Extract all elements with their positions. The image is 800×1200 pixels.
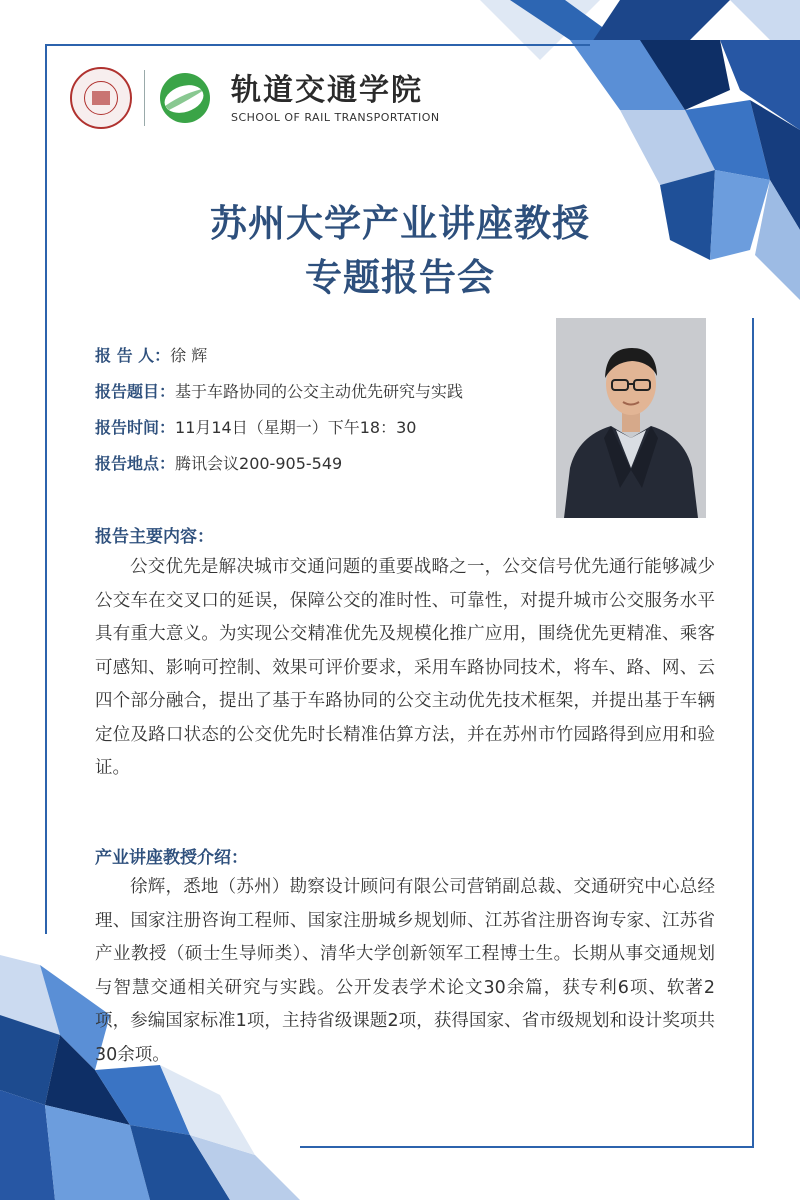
bio-heading: 产业讲座教授介绍： (95, 848, 248, 868)
frame-line-bottom (300, 1146, 754, 1148)
bio-paragraph: 徐辉，悉地（苏州）勘察设计顾问有限公司营销副总裁、交通研究中心总经理、国家注册咨询工程师、国家注册城乡规划师、江苏省注册咨询专家、江苏省产业教授（硕士生导师类）、清华大学创新领军工程博士生。长期从事交通规划与智慧交通相关研究与实践。公开发表学术论文30余篇，获专利6项、软著2项，参编国家标准1项，主持省级课题2项，获得国家、省市级规划和设计奖项共30余项。 (95, 877, 715, 1065)
title-line-2: 专题报告会 (305, 256, 495, 299)
info-speaker (95, 346, 207, 366)
time-value: 11月14日（星期一）下午18：30 (175, 418, 417, 437)
frame-line-left (45, 44, 47, 934)
school-name-cn: 轨道交通学院 (231, 72, 423, 108)
frame-line-right (752, 318, 754, 1148)
topic-value: 基于车路协同的公交主动优先研究与实践 (175, 382, 464, 401)
speaker-label: 报 告 人： (95, 346, 171, 365)
time-label: 报告时间： (95, 418, 176, 437)
info-topic (95, 382, 463, 402)
university-seal-logo (70, 67, 132, 129)
place-label: 报告地点： (95, 454, 176, 473)
speaker-portrait-image (556, 318, 706, 518)
frame-line-top-left (45, 44, 590, 46)
place-value: 腾讯会议200-905-549 (175, 454, 343, 473)
rail-transportation-logo-icon (157, 70, 213, 126)
info-place (95, 454, 342, 474)
info-time (95, 418, 416, 438)
topic-label: 报告题目： (95, 382, 176, 401)
logo-divider (144, 70, 145, 126)
speaker-value: 徐 辉 (170, 346, 208, 365)
header-logos (70, 66, 440, 130)
speaker-photo (556, 318, 706, 518)
school-name-en: SCHOOL OF RAIL TRANSPORTATION (231, 110, 440, 124)
content-paragraph: 公交优先是解决城市交通问题的重要战略之一，公交信号优先通行能够减少公交车在交叉口的延误，保障公交的准时性、可靠性，对提升城市公交服务水平具有重大意义。为实现公交精准优先及规模化推广应用，围绕优先更精准、乘客可感知、影响可控制、效果可评价要求，采用车路协同技术，将车、路、网、云四个部分融合，提出了基于车路协同的公交主动优先技术框架，并提出基于车辆定位及路口状态的公交优先时长精准估算方法，并在苏州市竹园路得到应用和验证。 (95, 557, 715, 778)
content-heading: 报告主要内容： (95, 527, 214, 547)
title-line-1: 苏州大学产业讲座教授 (210, 202, 590, 245)
